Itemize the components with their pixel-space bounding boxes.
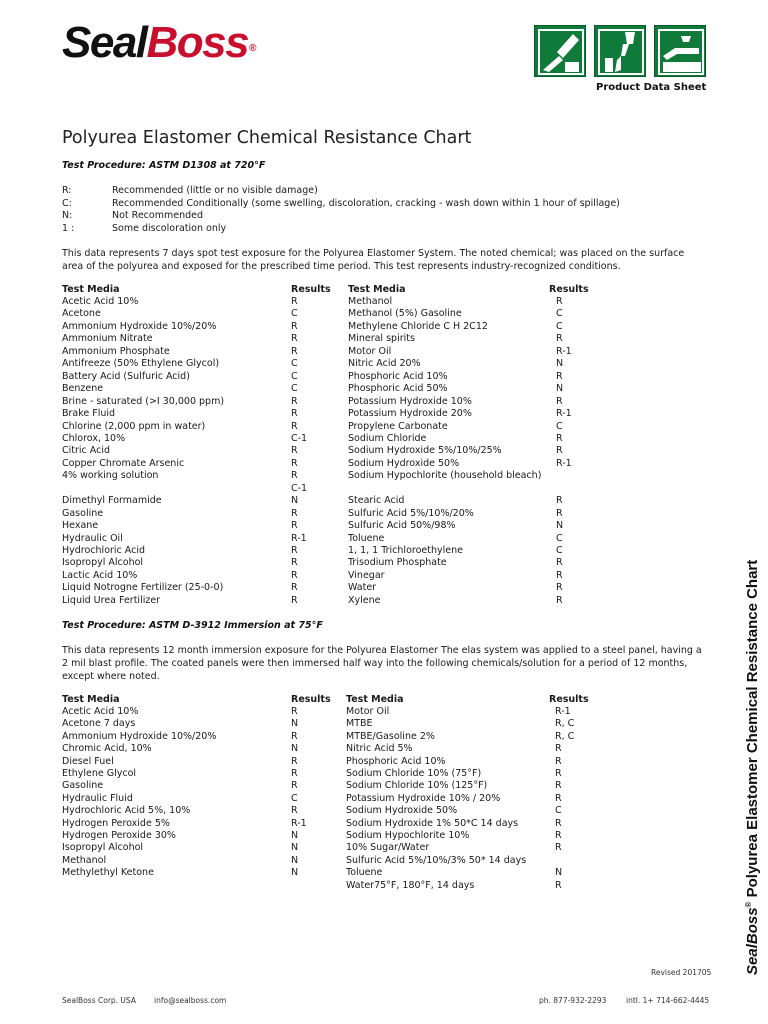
result-cell: R: [555, 830, 562, 841]
test-media-cell: Benzene: [62, 383, 104, 395]
result-cell: R: [556, 557, 563, 569]
test-media-cell: Potassium Hydroxide 10% / 20%: [346, 792, 501, 804]
side-title-reg: ®: [744, 901, 753, 908]
footer-intl-phone: intl. 1+ 714-662-4445: [626, 996, 710, 1005]
test-media-cell: Brine - saturated (>I 30,000 ppm): [62, 395, 225, 407]
test-media-cell: Methylene Chloride C H 2C12: [348, 320, 488, 332]
test-media-cell: Ethylene Glycol: [62, 768, 137, 779]
test-media-cell: Sodium Hydroxide 5%/10%/25%: [348, 445, 502, 457]
result-cell: R-1: [556, 408, 572, 420]
test-media-cell: Antifreeze (50% Ethylene Glycol): [62, 358, 220, 370]
test-media-cell: Trisodium Phosphate: [348, 557, 447, 569]
result-cell: N: [291, 743, 299, 755]
test-media-cell: 10% Sugar/Water: [346, 842, 430, 854]
result-cell: N: [291, 718, 299, 730]
result-cell: R: [556, 333, 563, 345]
result-cell: R: [556, 445, 563, 457]
test-media-cell: Hexane: [62, 520, 99, 532]
test-media-cell: Acetone 7 days: [62, 718, 136, 730]
test-media-cell: Isopropyl Alcohol: [62, 842, 144, 854]
test-media-cell: Phosphoric Acid 10%: [346, 755, 446, 767]
result-cell: R: [555, 755, 562, 767]
result-cell: R: [291, 345, 298, 357]
result-cell: R: [291, 507, 298, 519]
product-icons: [534, 25, 706, 77]
footer-company: SealBoss Corp. USA: [62, 996, 136, 1005]
result-cell: R: [291, 320, 298, 332]
result-cell: R: [291, 333, 298, 345]
result-cell: R: [291, 582, 298, 594]
result-cell: R: [291, 780, 298, 792]
logo-registered-mark: ®: [249, 43, 255, 54]
test-media-cell: Sodium Hypochlorite 10%: [346, 830, 470, 841]
test-media-cell: Phosphoric Acid 10%: [348, 370, 448, 382]
test-media-cell: Acetic Acid 10%: [62, 706, 139, 717]
result-cell: R: [555, 879, 562, 891]
result-cell: R: [291, 545, 298, 556]
test-media-cell: MTBE/Gasoline 2%: [346, 730, 435, 742]
result-cell: N: [556, 383, 564, 395]
test-media-cell: Hydraulic Oil: [62, 532, 123, 544]
sealboss-logo: [62, 18, 254, 68]
result-cell: R: [291, 755, 298, 767]
result-cell: C: [291, 370, 298, 382]
result-cell: R: [291, 730, 298, 742]
result-cell: R: [556, 495, 563, 507]
legend-code: R:: [62, 185, 72, 196]
legend-desc: Some discoloration only: [112, 222, 227, 234]
section2-header-results-right: Results: [549, 694, 589, 705]
legend-desc: Not Recommended: [112, 210, 203, 221]
test-media-cell: Battery Acid (Sulfuric Acid): [62, 370, 190, 382]
result-cell: R: [291, 445, 298, 457]
footer-email[interactable]: info@sealboss.com: [154, 996, 227, 1005]
result-cell: C: [556, 308, 563, 320]
result-cell: R: [291, 805, 298, 817]
test-media-cell: Ammonium Phosphate: [62, 345, 170, 357]
test-media-cell: Methylethyl Ketone: [62, 867, 154, 879]
test-media-cell: Water75°F, 180°F, 14 days: [346, 879, 475, 891]
test-media-cell: Sodium Chloride 10% (125°F): [346, 780, 488, 792]
side-title-text: Polyurea Elastomer Chemical Resistance Chart: [744, 559, 761, 902]
result-cell: R: [556, 370, 563, 382]
legend-desc: Recommended (little or no visible damage): [112, 185, 318, 196]
test-media-cell: Sulfuric Acid 5%/10%/3% 50* 14 days: [346, 854, 527, 866]
result-cell: R-1: [291, 817, 307, 829]
test-media-cell: Lactic Acid 10%: [62, 569, 138, 581]
test-media-cell: Motor Oil: [346, 706, 390, 717]
result-cell: C: [291, 383, 298, 395]
test-media-cell: Methanol: [348, 296, 393, 307]
result-cell: R: [556, 594, 563, 606]
page-title: Polyurea Elastomer Chemical Resistance Chart: [62, 128, 472, 148]
result-cell: C: [556, 420, 563, 432]
test-media-cell: Sodium Chloride: [348, 432, 427, 444]
test-media-cell: Nitric Acid 5%: [346, 743, 413, 755]
result-cell: R-1: [556, 345, 572, 357]
test-media-cell: Potassium Hydroxide 10%: [348, 395, 472, 407]
result-cell: R: [555, 817, 562, 829]
result-cell: R: [291, 420, 298, 432]
result-cell: R: [556, 296, 563, 307]
test-media-cell: Hydrochloric Acid 5%, 10%: [62, 805, 191, 817]
test-media-cell: Phosphoric Acid 50%: [348, 383, 448, 395]
section2-header-media-left: Test Media: [62, 694, 120, 705]
test-media-cell: Liquid Notrogne Fertilizer (25-0-0): [62, 582, 224, 594]
result-cell: R: [556, 432, 563, 444]
legend-desc: Recommended Conditionally (some swelling, discoloration, cracking - wash down within 1 hour of spillage): [112, 197, 620, 209]
section1-header-media-right: Test Media: [348, 284, 406, 295]
section2-header-media-right: Test Media: [346, 694, 404, 705]
test-media-cell: Chlorine (2,000 ppm in water): [62, 420, 206, 432]
test-media-cell: Sulfuric Acid 5%/10%/20%: [348, 507, 474, 519]
side-title-brand: SealBoss: [744, 907, 761, 975]
test-media-cell: Brake Fluid: [62, 408, 116, 420]
result-cell: R: [555, 842, 562, 854]
test-media-cell: Sodium Hydroxide 50%: [346, 805, 458, 817]
result-cell: R: [291, 457, 298, 469]
logo-seal-text: Seal: [62, 18, 147, 67]
result-cell: N: [555, 867, 563, 879]
result-cell: N: [291, 854, 299, 866]
test-media-cell: Sodium Hydroxide 1% 50*C 14 days: [346, 817, 519, 829]
result-cell: R: [556, 507, 563, 519]
test-media-cell: Acetone: [62, 308, 101, 320]
legend-code: C:: [62, 197, 72, 209]
test-media-cell: Ammonium Hydroxide 10%/20%: [62, 730, 217, 742]
result-cell: R: [556, 569, 563, 581]
result-cell: R: [555, 780, 562, 792]
result-cell: N: [291, 495, 299, 507]
test-media-cell: Mineral spirits: [348, 333, 415, 345]
test-media-cell: Motor Oil: [348, 345, 392, 357]
test-media-cell: Sodium Chloride 10% (75°F): [346, 768, 482, 779]
test-media-cell: Isopropyl Alcohol: [62, 557, 144, 569]
test-media-cell: Hydrochloric Acid: [62, 545, 146, 556]
test-media-cell: Liquid Urea Fertilizer: [62, 594, 161, 606]
section2-header-results-left: Results: [291, 694, 331, 705]
result-cell: C: [291, 308, 298, 320]
test-media-cell: Copper Chromate Arsenic: [62, 457, 185, 469]
section1-paragraph: This data represents 7 days spot test exposure for the Polyurea Elastomer System. The noted chemical; was placed on the surface area of the polyurea and exposed for the prescribed time period. This test represents industry-recognized conditions.: [62, 248, 685, 272]
result-cell: R: [291, 470, 298, 482]
section1-procedure: Test Procedure: ASTM D1308 at 720°F: [62, 160, 266, 171]
product-data-sheet-label: Product Data Sheet: [596, 82, 707, 93]
footer-phone: ph. 877-932-2293: [539, 996, 607, 1005]
test-media-cell: Propylene Carbonate: [348, 420, 448, 432]
result-cell: R: [555, 743, 562, 755]
result-cell: R: [291, 296, 298, 307]
test-media-cell: Ammonium Nitrate: [62, 333, 153, 345]
test-media-cell: Stearic Acid: [348, 495, 405, 507]
result-cell: C: [556, 320, 563, 332]
result-cell: R: [291, 395, 298, 407]
test-media-cell: Potassium Hydroxide 20%: [348, 408, 472, 420]
tank-coating-icon: [654, 25, 706, 77]
test-media-cell: Methanol: [62, 854, 107, 866]
test-media-cell: Hydraulic Fluid: [62, 792, 133, 804]
result-cell: R, C: [555, 730, 575, 742]
test-media-cell: Chromic Acid, 10%: [62, 743, 152, 755]
test-media-cell: Dimethyl Formamide: [62, 495, 162, 507]
result-cell: R-1: [555, 706, 571, 717]
section2-procedure: Test Procedure: ASTM D-3912 Immersion at 75°F: [62, 620, 323, 631]
result-cell: R: [291, 569, 298, 581]
result-cell: R: [291, 594, 298, 606]
result-cell: C-1: [291, 482, 308, 494]
test-media-cell: Sodium Hydroxide 50%: [348, 457, 460, 469]
test-media-cell: Hydrogen Peroxide 30%: [62, 830, 176, 841]
result-cell: R, C: [555, 718, 575, 730]
result-cell: C: [556, 532, 563, 544]
result-cell: R-1: [291, 532, 307, 544]
test-media-cell: Methanol (5%) Gasoline: [348, 308, 462, 320]
section1-header-results-left: Results: [291, 284, 331, 295]
result-cell: R: [291, 408, 298, 420]
test-media-cell: Sodium Hypochlorite (household bleach): [348, 470, 542, 482]
test-media-cell: 4% working solution: [62, 470, 159, 482]
result-cell: N: [291, 830, 299, 841]
test-media-cell: Citric Acid: [62, 445, 111, 457]
pipe-pour-icon: [534, 25, 586, 77]
test-media-cell: Toluene: [348, 532, 385, 544]
test-media-cell: Gasoline: [62, 507, 104, 519]
bottle-pour-icon: [594, 25, 646, 77]
result-cell: N: [556, 520, 564, 532]
result-cell: R: [291, 557, 298, 569]
revised-date: Revised 201705: [651, 968, 712, 977]
result-cell: C-1: [291, 432, 308, 444]
result-cell: N: [556, 358, 564, 370]
result-cell: N: [291, 842, 299, 854]
legend-code: 1 :: [62, 222, 75, 234]
result-cell: C: [291, 792, 298, 804]
side-title: [744, 560, 761, 975]
result-cell: R: [556, 395, 563, 407]
test-media-cell: MTBE: [346, 718, 373, 730]
result-cell: R: [291, 706, 298, 717]
legend-code: N:: [62, 210, 73, 221]
result-cell: C: [291, 358, 298, 370]
result-cell: R: [291, 768, 298, 779]
test-media-cell: Water: [348, 582, 377, 594]
test-media-cell: 1, 1, 1 Trichloroethylene: [348, 545, 463, 556]
section1-header-media-left: Test Media: [62, 284, 120, 295]
test-media-cell: Gasoline: [62, 780, 104, 792]
test-media-cell: Sulfuric Acid 50%/98%: [348, 520, 456, 532]
section1-header-results-right: Results: [549, 284, 589, 295]
result-cell: C: [555, 805, 562, 817]
result-cell: R-1: [556, 457, 572, 469]
test-media-cell: Chlorox, 10%: [62, 432, 126, 444]
result-cell: R: [555, 768, 562, 779]
test-media-cell: Vinegar: [348, 569, 385, 581]
test-media-cell: Acetic Acid 10%: [62, 296, 139, 307]
test-media-cell: Hydrogen Peroxide 5%: [62, 817, 170, 829]
result-cell: R: [555, 792, 562, 804]
test-media-cell: Nitric Acid 20%: [348, 358, 421, 370]
section2-paragraph: This data represents 12 month immersion exposure for the Polyurea Elastomer The elas system was applied to a steel panel, having a 2 mil blast profile. The coated panels were then immersed half way into the following chemicals/solution for a period of 12 months, except where noted.: [62, 645, 702, 682]
result-cell: N: [291, 867, 299, 879]
test-media-cell: Xylene: [348, 594, 381, 606]
test-media-cell: Toluene: [346, 867, 383, 879]
test-media-cell: Ammonium Hydroxide 10%/20%: [62, 320, 217, 332]
test-media-cell: Diesel Fuel: [62, 755, 114, 767]
result-cell: C: [556, 545, 563, 556]
result-cell: R: [291, 520, 298, 532]
logo-boss-text: Boss: [146, 18, 249, 67]
result-cell: R: [556, 582, 563, 594]
